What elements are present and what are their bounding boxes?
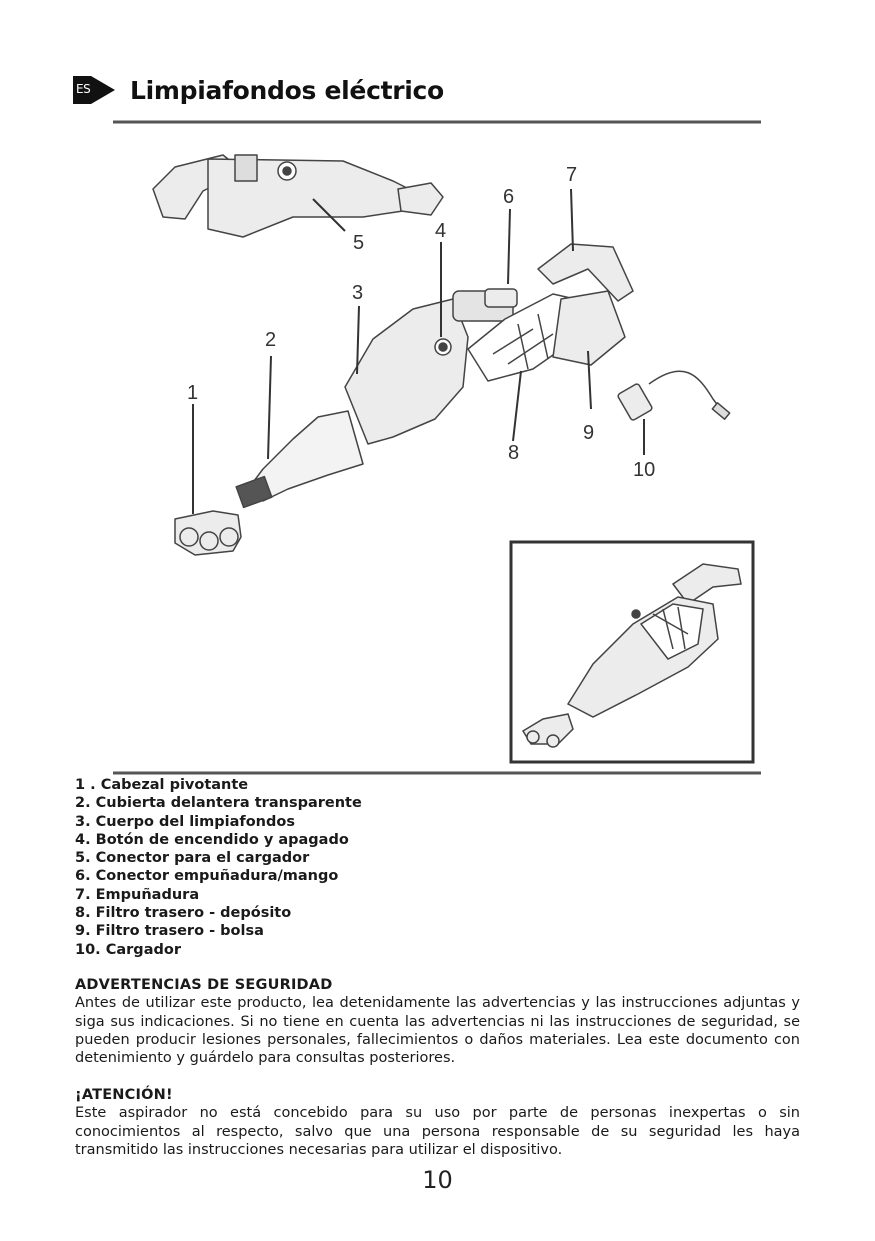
page-number: 10: [422, 1166, 453, 1194]
callout-1: 1: [187, 382, 199, 404]
attention-section: [75, 1086, 800, 1159]
parts-list-item: 3. Cuerpo del limpiafondos: [75, 813, 295, 830]
parts-list-item: 8. Filtro trasero - depósito: [75, 905, 292, 922]
attention-body: Este aspirador no está concebido para su uso por parte de personas inexpertas o sin conocimientos al respecto, salvo que una persona responsable de su seguridad les haya transmitido las instrucciones necesarias para utilizar el dispositivo.: [75, 1105, 800, 1158]
callout-6: 6: [503, 186, 515, 208]
parts-list-item: 1 . Cabezal pivotante: [75, 777, 249, 793]
callout-9: 9: [583, 422, 595, 444]
parts-list-item: 10. Cargador: [75, 941, 181, 958]
parts-list-item: 9. Filtro trasero - bolsa: [75, 923, 264, 940]
page-title: Limpiafondos eléctrico: [130, 76, 444, 105]
safety-warnings-heading: ADVERTENCIAS DE SEGURIDAD: [75, 977, 333, 993]
parts-list-item: 4. Botón de encendido y apagado: [75, 831, 349, 848]
callout-2: 2: [265, 329, 277, 351]
parts-list-item: 5. Conector para el cargador: [75, 850, 310, 867]
callout-3: 3: [352, 282, 364, 304]
product-exploded-diagram: [113, 119, 761, 779]
callout-7: 7: [566, 164, 578, 186]
assembled-top-drawing: [153, 155, 443, 237]
language-badge-label: ES: [76, 82, 91, 96]
charger: [617, 371, 730, 421]
parts-list: [75, 776, 362, 959]
handle-grip: [538, 244, 633, 301]
parts-list-item: 2. Cubierta delantera transparente: [75, 795, 362, 812]
parts-list-item: 7. Empuñadura: [75, 886, 200, 903]
pivot-head: [175, 511, 241, 555]
callout-8: 8: [508, 442, 520, 464]
callout-5: 5: [353, 232, 365, 254]
callout-10: 10: [633, 459, 656, 481]
assembled-inset: [511, 542, 753, 762]
safety-warnings-section: [75, 976, 800, 1067]
attention-heading: ¡ATENCIÓN!: [75, 1087, 173, 1103]
parts-list-item: 6. Conector empuñadura/mango: [75, 868, 339, 885]
handle-connector: [485, 289, 517, 307]
safety-warnings-body: Antes de utilizar este producto, lea detenidamente las advertencias y las instrucciones adjuntas y siga sus indicaciones. Si no tiene en cuenta las advertencias ni las instrucciones de seguridad, se pueden producir lesiones personales, fallecimientos o daños materiales. Lea este documento con detenimiento y guárdelo para consultas posteriores.: [75, 995, 800, 1067]
callout-4: 4: [435, 220, 447, 242]
front-cover: [236, 411, 363, 507]
